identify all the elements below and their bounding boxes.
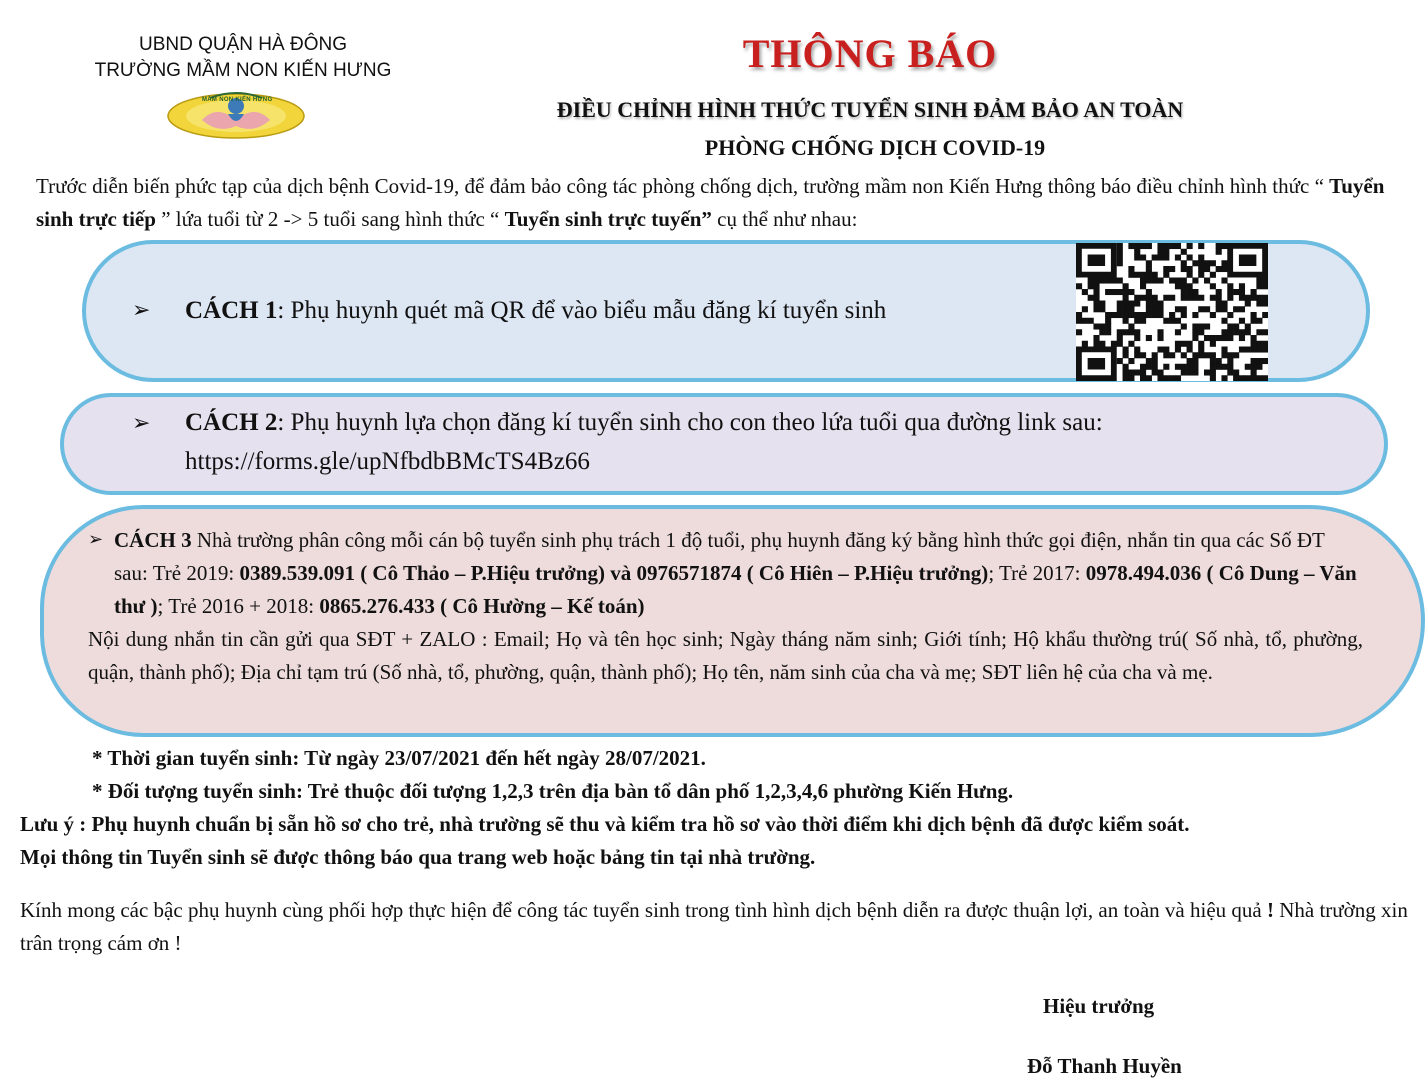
arrow-bullet-icon: ➢ [132,410,151,435]
intro-bold-1: Tuyển sinh trực tiếp [36,174,1385,231]
qr-code-icon [1076,243,1268,381]
arrow-bullet-icon: ➢ [132,297,151,322]
note-line-1: Lưu ý : Phụ huynh chuẩn bị sẵn hồ sơ cho trẻ, nhà trường sẽ thu và kiểm tra hồ sơ vào thời điểm khi dịch bệnh đã được kiểm soát. [20,812,1190,836]
closing-text-1: Kính mong các bậc phụ huynh cùng phối hợp thực hiện để công tác tuyển sinh trong tình hình dịch bệnh diễn ra được thuận lợi, an toàn và hiệu quả [20,898,1267,922]
closing-text-2: Nhà trường xin trân trọng cám ơn ! [20,898,1408,955]
method-2-label: CÁCH 2 [185,409,278,436]
method-2-desc: : Phụ huynh lựa chọn đăng kí tuyển sinh cho con theo lứa tuổi qua đường link sau: [277,409,1103,436]
closing-paragraph [20,894,1415,960]
intro-text-1: Trước diễn biến phức tạp của dịch bệnh Covid-19, để đảm bảo công tác phòng chống dịch, trường mầm non Kiến Hưng thông báo điều chỉnh hình thức “ [36,174,1330,198]
subtitle-2: PHÒNG CHỐNG DỊCH COVID-19 [704,135,1046,160]
closing-exclamation: ! [1266,898,1274,922]
intro-text-3: cụ thể như nhau: [711,207,858,231]
signature-name: Đỗ Thanh Huyền [1027,1054,1182,1078]
method-3-phone-3: 0865.276.433 ( Cô Hường – Kế toán) [319,594,645,618]
method-3-text-3: ; Trẻ 2016 + 2018: [157,594,320,618]
signature-role: Hiệu trưởng [1043,994,1155,1018]
org-line-2: TRƯỜNG MẦM NON KIẾN HƯNG [94,60,392,81]
intro-paragraph [36,170,1406,236]
arrow-bullet-icon: ➢ [88,529,104,549]
page-title: THÔNG BÁO [742,31,998,76]
intro-bold-2: Tuyển sinh trực tuyến” [504,207,712,231]
method-3-text [114,524,1362,623]
method-2-text [185,403,1365,442]
enrollment-target: * Đối tượng tuyển sinh: Trẻ thuộc đối tượng 1,2,3 trên địa bàn tổ dân phố 1,2,3,4,6 phường Kiến Hưng. [92,779,1014,803]
method-3-text-2: ; Trẻ 2017: [988,561,1086,585]
org-line-1: UBND QUẬN HÀ ĐÔNG [139,34,347,55]
school-logo-icon [162,90,312,140]
note-line-2: Mọi thông tin Tuyển sinh sẽ được thông báo qua trang web hoặc bảng tin tại nhà trường. [20,845,816,869]
enrollment-time: * Thời gian tuyển sinh: Từ ngày 23/07/2021 đến hết ngày 28/07/2021. [92,746,706,770]
method-3-phone-2: 0978.494.036 ( Cô Dung – Văn thư ) [114,561,1357,618]
method-1-desc: : Phụ huynh quét mã QR để vào biểu mẫu đăng kí tuyển sinh [277,297,887,324]
logo-text: MẦM NON KIẾN HƯNG [202,97,273,103]
method-1-label: CÁCH 1 [185,297,278,324]
method-3-text-1: Nhà trường phân công mỗi cán bộ tuyển sinh phụ trách 1 độ tuổi, phụ huynh đăng ký bằng hình thức gọi điện, nhắn tin qua các Số ĐT sau: Trẻ 2019: [114,528,1325,585]
method-1-text [185,291,1055,330]
method-2-link[interactable]: https://forms.gle/upNfbdbBMcTS4Bz66 [185,448,590,475]
intro-text-2: ” lứa tuổi từ 2 -> 5 tuổi sang hình thức “ [155,207,505,231]
method-3-label: CÁCH 3 [114,528,192,552]
method-3-phone-1: 0389.539.091 ( Cô Thảo – P.Hiệu trưởng) và 0976571874 ( Cô Hiên – P.Hiệu trưởng) [239,561,989,585]
subtitle-1: ĐIỀU CHỈNH HÌNH THỨC TUYỂN SINH ĐẢM BẢO AN TOÀN [556,97,1184,122]
method-3-content: Nội dung nhắn tin cần gửi qua SĐT + ZALO : Email; Họ và tên học sinh; Ngày tháng năm sinh; Giới tính; Hộ khẩu thường trú( Số nhà, tổ, phường, quận, thành phố); Địa chỉ tạm trú (Số nhà, tổ, phường, quận, thành phố); Họ tên, năm sinh của cha và mẹ; SĐT liên hệ của cha và mẹ. [88,627,1363,684]
